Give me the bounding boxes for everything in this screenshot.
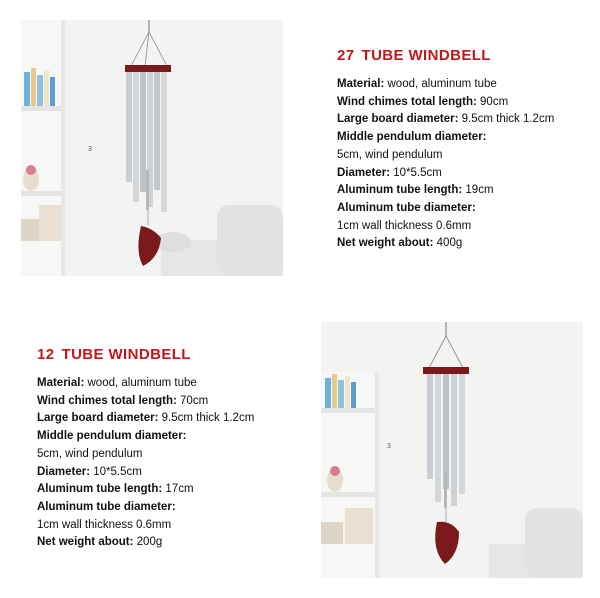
spec-row: Material: wood, aluminum tube bbox=[37, 377, 197, 389]
spec-row: Large board diameter: 9.5cm thick 1.2cm bbox=[337, 113, 555, 126]
spec-row: Large board diameter: 9.5cm thick 1.2cm bbox=[37, 412, 255, 425]
spec-row: 1cm wall thickness 0.6mm bbox=[37, 518, 172, 531]
spec-row: Aluminum tube diameter: bbox=[337, 201, 476, 214]
spec-row: Aluminum tube length: 17cm bbox=[37, 483, 194, 496]
spec-row: Net weight about: 400g bbox=[337, 237, 463, 250]
spec-row: Aluminum tube length: 19cm bbox=[337, 184, 494, 197]
product-name: TUBE WINDBELL bbox=[361, 47, 491, 64]
product-name: TUBE WINDBELL bbox=[61, 346, 191, 363]
spec-row: Diameter: 10*5.5cm bbox=[337, 166, 442, 179]
spec-row: Aluminum tube diameter: bbox=[37, 500, 176, 513]
spec-row: Middle pendulum diameter: bbox=[337, 131, 487, 144]
product-photo-27-tube bbox=[21, 20, 283, 276]
tube-count: 27 bbox=[337, 47, 355, 64]
wind-chime-product-image bbox=[21, 20, 283, 276]
product-title bbox=[37, 346, 297, 363]
wind-chime-product-image bbox=[321, 322, 583, 578]
photo-marker: 3 bbox=[387, 443, 391, 450]
spec-row: 1cm wall thickness 0.6mm bbox=[337, 219, 472, 232]
spec-row: Wind chimes total length: 90cm bbox=[337, 95, 509, 108]
tube-count: 12 bbox=[37, 346, 55, 363]
spec-row: Middle pendulum diameter: bbox=[37, 430, 187, 443]
product-photo-12-tube bbox=[321, 322, 583, 578]
spec-row: Diameter: 10*5.5cm bbox=[37, 465, 142, 478]
spec-block-12-tube bbox=[37, 346, 297, 552]
spec-row: Material: wood, aluminum tube bbox=[337, 78, 497, 90]
spec-row: 5cm, wind pendulum bbox=[337, 148, 443, 161]
spec-row: 5cm, wind pendulum bbox=[37, 447, 143, 460]
product-title bbox=[337, 47, 597, 64]
spec-row: Net weight about: 200g bbox=[37, 536, 163, 549]
photo-marker: 3 bbox=[88, 146, 92, 153]
spec-block-27-tube bbox=[337, 47, 597, 253]
spec-row: Wind chimes total length: 70cm bbox=[37, 394, 209, 407]
